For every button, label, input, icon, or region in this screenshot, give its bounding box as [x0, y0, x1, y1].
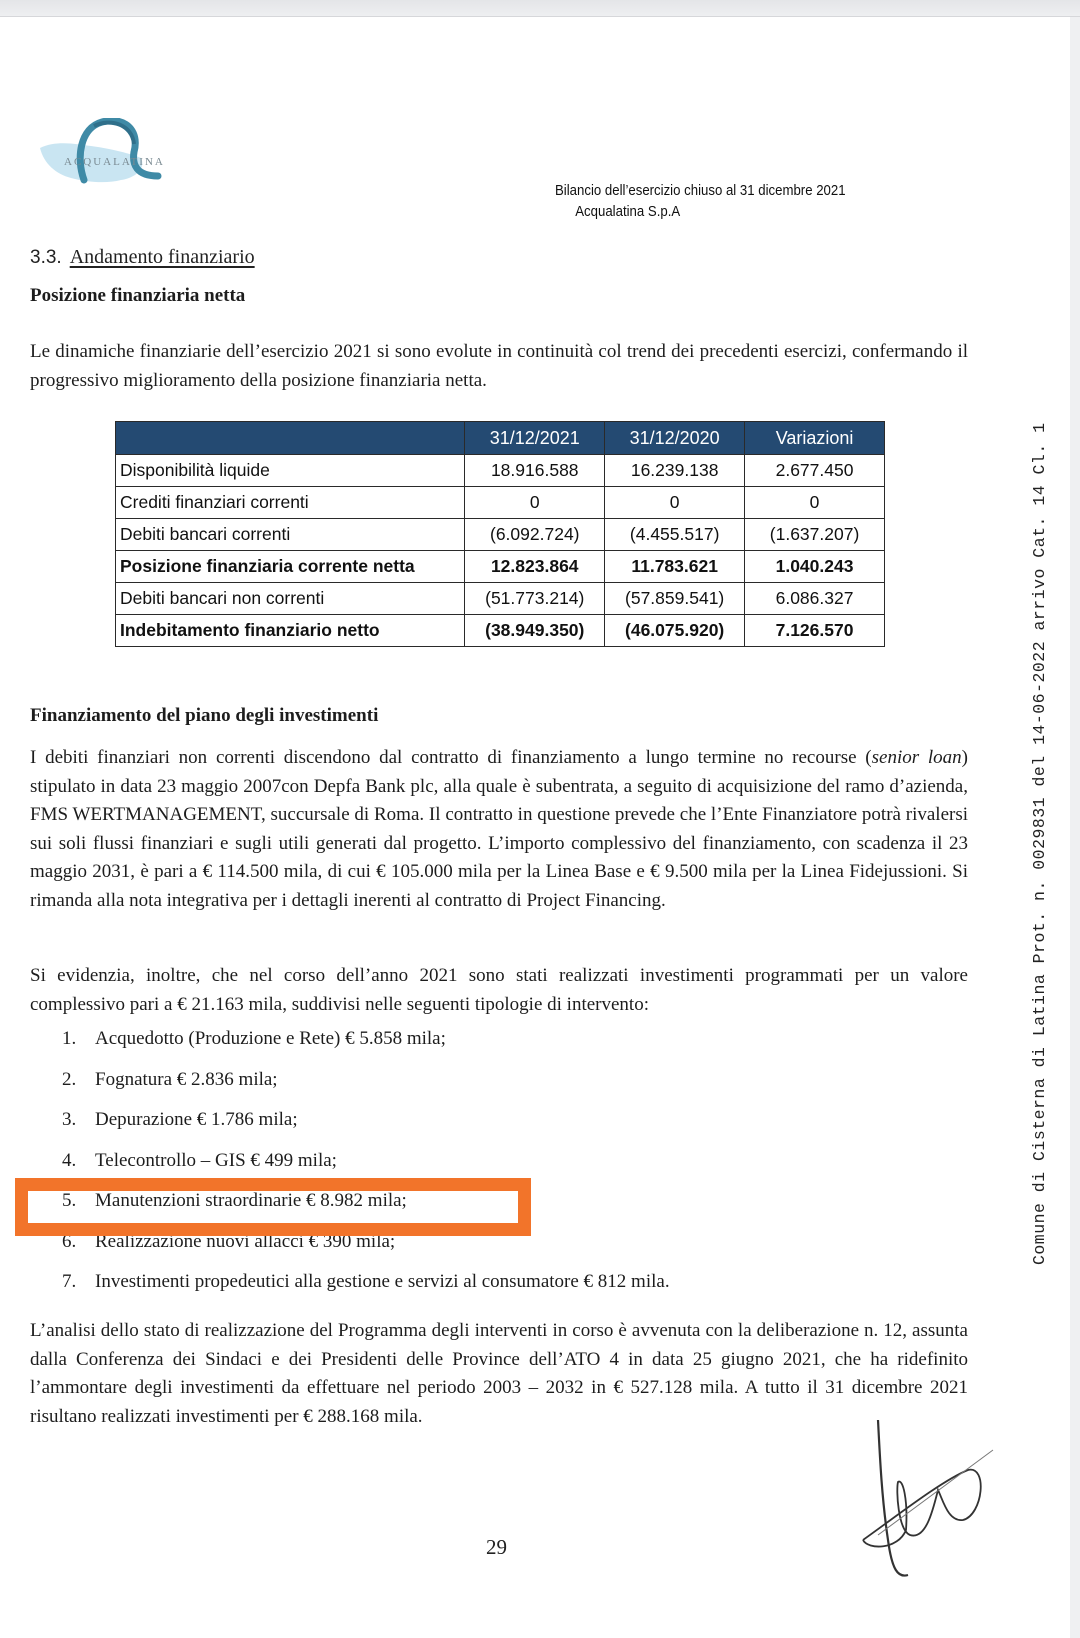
- value-2021: (6.092.724): [465, 519, 605, 551]
- column-header-label: [116, 422, 465, 455]
- value-2021: 18.916.588: [465, 455, 605, 487]
- logo-text: ACQUALATINA: [64, 156, 165, 168]
- section-number: 3.3.: [30, 247, 62, 268]
- value-2020: (57.859.541): [605, 583, 745, 615]
- page-number: 29: [486, 1535, 507, 1559]
- value-2020: (4.455.517): [605, 519, 745, 551]
- paragraph-loan-details: [30, 744, 968, 916]
- viewer-top-bar: [0, 0, 1080, 17]
- value-2020: 11.783.621: [605, 551, 745, 583]
- value-2020: (46.075.920): [605, 615, 745, 647]
- list-item: 6. Realizzazione nuovi allacci € 390 mila;: [62, 1230, 396, 1252]
- table-row-total: [116, 615, 885, 647]
- table-header-row: [116, 422, 885, 455]
- column-header-2021: 31/12/2021: [465, 422, 605, 455]
- table-row-subtotal: [116, 551, 885, 583]
- value-variation: 0: [745, 487, 885, 519]
- list-item: 4. Telecontrollo – GIS € 499 mila;: [62, 1149, 337, 1171]
- document-header: [555, 180, 846, 222]
- section-title: Andamento finanziario: [69, 246, 255, 268]
- value-variation: 7.126.570: [745, 615, 885, 647]
- row-label: Disponibilità liquide: [116, 455, 465, 487]
- acqualatina-logo: [36, 118, 186, 198]
- table-row: [116, 583, 885, 615]
- investment-list: [62, 1028, 670, 1312]
- section-heading: [30, 246, 255, 269]
- protocol-stamp: Comune di Cisterna di Latina Prot. n. 0029831 del 14-06-2022 arrivo Cat. 14 Cl. 1: [1030, 422, 1049, 1265]
- value-2021: (51.773.214): [465, 583, 605, 615]
- table-row: [116, 455, 885, 487]
- paragraph-investments-summary: Si evidenzia, inoltre, che nel corso dell’anno 2021 sono stati realizzati investimenti programmati per un valore complessivo pari a € 21.163 mila, suddivisi nelle seguenti tipologie di intervento:: [30, 965, 968, 1015]
- paragraph-program-analysis: L’analisi dello stato di realizzazione del Programma degli interventi in corso è avvenuta con la deliberazione n. 12, assunta dalla Conferenza dei Sindaci e dei Presidenti delle Province dell’ATO 4 in data 25 giugno 2021, che ha ridefinito l’ammontare degli investimenti da effettuare nel periodo 2003 – 2032 in € 527.128 mila. A tutto il 31 dicembre 2021 risultano realizzati investimenti per € 288.168 mila.: [30, 1320, 968, 1427]
- value-variation: 6.086.327: [745, 583, 885, 615]
- header-company-name: Acqualatina S.p.A: [575, 203, 681, 220]
- value-2020: 0: [605, 487, 745, 519]
- value-variation: 2.677.450: [745, 455, 885, 487]
- highlight-annotation-box: [15, 1178, 531, 1236]
- value-2021: 0: [465, 487, 605, 519]
- row-label: Indebitamento finanziario netto: [116, 615, 465, 647]
- list-item: 1. Acquedotto (Produzione e Rete) € 5.858 mila;: [62, 1028, 446, 1049]
- value-2021: (38.949.350): [465, 615, 605, 647]
- row-label: Posizione finanziaria corrente netta: [116, 551, 465, 583]
- subsection-title-investment-financing: Finanziamento del piano degli investimenti: [30, 705, 379, 726]
- list-item: 2. Fognatura € 2.836 mila;: [62, 1068, 278, 1090]
- list-item: 3. Depurazione € 1.786 mila;: [62, 1109, 298, 1130]
- row-label: Debiti bancari correnti: [116, 519, 465, 551]
- viewer-right-gutter: [1070, 17, 1080, 1638]
- row-label: Crediti finanziari correnti: [116, 487, 465, 519]
- column-header-variation: Variazioni: [745, 422, 885, 455]
- value-2021: 12.823.864: [465, 551, 605, 583]
- paragraph-intro: Le dinamiche finanziarie dell’esercizio 2021 si sono evolute in continuità col trend dei precedenti esercizi, confermando il progressivo miglioramento della posizione finanziaria netta.: [30, 341, 968, 391]
- list-item: 7. Investimenti propedeutici alla gestione e servizi al consumatore € 812 mila.: [62, 1271, 670, 1292]
- value-2020: 16.239.138: [605, 455, 745, 487]
- net-financial-position-table: [115, 421, 885, 647]
- value-variation: 1.040.243: [745, 551, 885, 583]
- subsection-title-net-position: Posizione finanziaria netta: [30, 285, 246, 306]
- table-row: [116, 487, 885, 519]
- value-variation: (1.637.207): [745, 519, 885, 551]
- header-report-title: Bilancio dell’esercizio chiuso al 31 dicembre 2021: [555, 182, 846, 199]
- table-row: [116, 519, 885, 551]
- list-item-highlighted: 5. Manutenzioni straordinarie € 8.982 mila;: [62, 1190, 407, 1211]
- paragraph-loan-text-2: ) stipulato in data 23 maggio 2007con Depfa Bank plc, alla quale è subentrata, a seguito di acquisizione del ramo d’azienda, FMS WERTMANAGEMENT, succursale di Roma. Il contratto in questione prevede che l’Ente Finanziatore potrà rivalersi sui soli flussi finanziari e sugli utili generati dal progetto. L’importo complessivo del finanziamento, con scadenza il 23 maggio 2031, è pari a € 114.500 mila, di cui € 105.000 mila per la Linea Base e € 9.500 mila per la Linea Fidejussioni. Si rimanda alla nota integrativa per i dettagli inerenti al contratto di Project Financing.: [30, 747, 968, 911]
- signature-icon: [848, 1420, 998, 1580]
- row-label: Debiti bancari non correnti: [116, 583, 465, 615]
- paragraph-loan-text-1: I debiti finanziari non correnti discendono dal contratto di finanziamento a lungo termine no recourse (: [30, 747, 872, 768]
- column-header-2020: 31/12/2020: [605, 422, 745, 455]
- paragraph-loan-italic: senior loan: [871, 747, 962, 768]
